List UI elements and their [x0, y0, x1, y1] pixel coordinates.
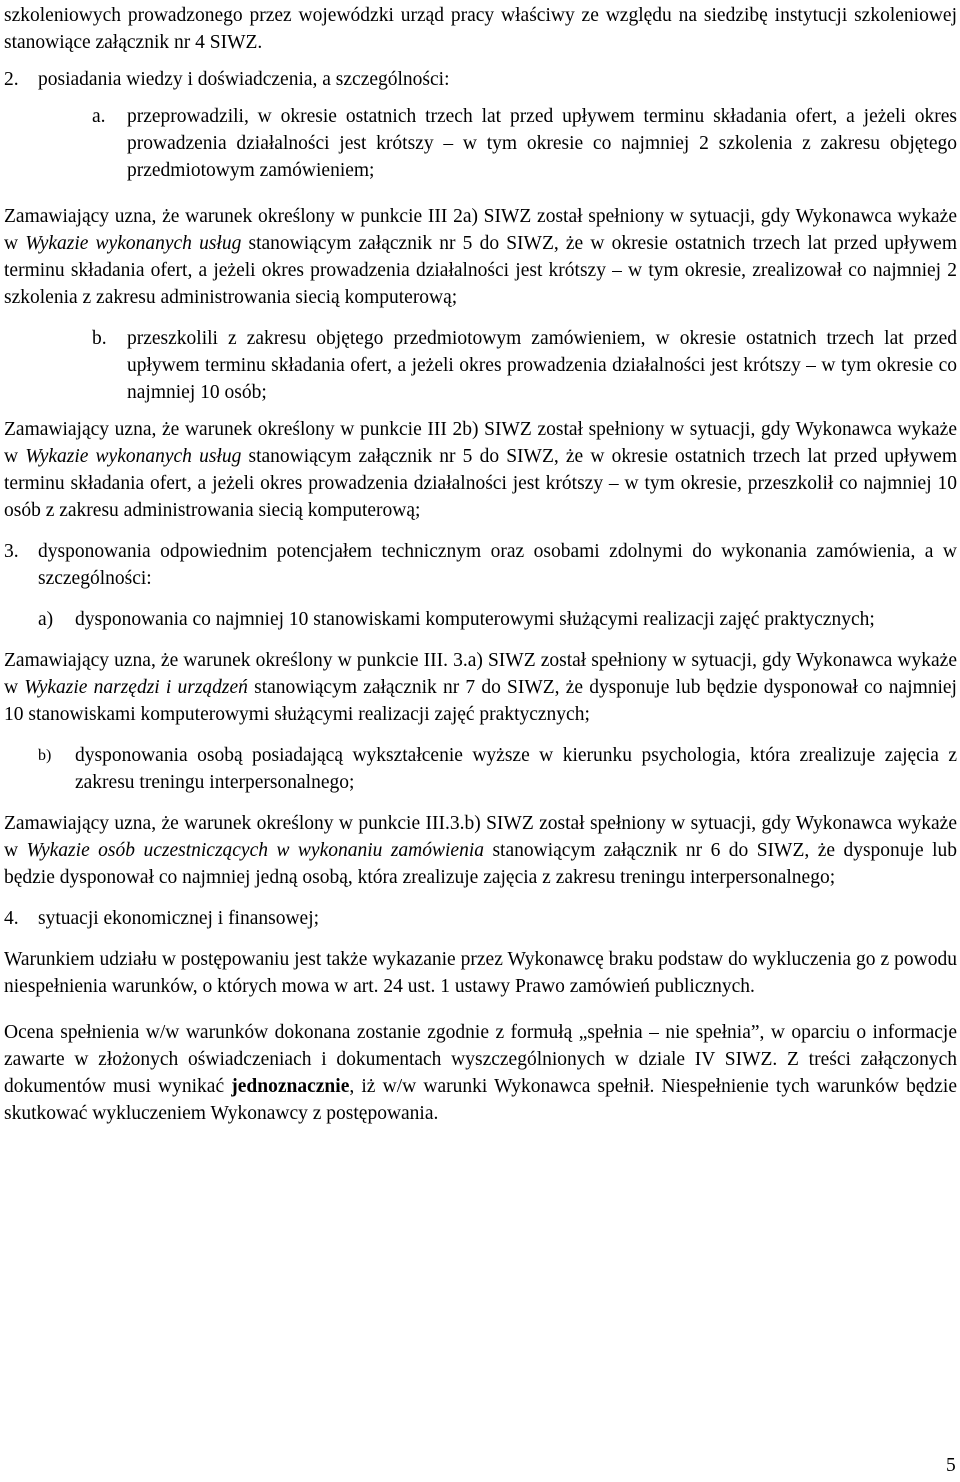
list-item-text: przeprowadzili, w okresie ostatnich trzech lat przed upływem terminu składania ofert, a jeżeli okres prowadzenia działalności jest krótszy – w tym okresie co najmniej 2 szkolenia z zakresu objętego przedmiotowym zamówieniem; — [127, 106, 957, 181]
list-item-text: dysponowania osobą posiadającą wykształcenie wyższe w kierunku psychologia, która zrealizuje zajęcia z zakresu treningu interpersonalnego; — [75, 745, 957, 793]
assessment-paragraph — [4, 1019, 957, 1127]
list-marker: 4. — [4, 908, 19, 929]
exclusion-paragraph: Warunkiem udziału w postępowaniu jest także wykazanie przez Wykonawcę braku podstaw do wykluczenia go z powodu niespełnienia warunków, o których mowa w art. 24 ust. 1 ustawy Prawo zamówień publicznych. — [4, 949, 957, 997]
document-page — [4, 2, 957, 1127]
list-item-2 — [4, 66, 957, 93]
list-item-2a — [4, 103, 957, 184]
list-item-text: dysponowania co najmniej 10 stanowiskami komputerowymi służącymi realizacji zajęć praktycznych; — [75, 609, 875, 630]
page-number: 5 — [946, 1455, 956, 1476]
text-run: Zamawiający uzna, że warunek określony w punkcie III 2a) SIWZ został spełniony w sytuacji, gdy Wykonawca wykaże w — [4, 206, 957, 254]
list-item-text: posiadania wiedzy i doświadczenia, a szczególności: — [38, 69, 450, 90]
condition-paragraph-3b — [4, 810, 957, 891]
list-item-3 — [4, 538, 957, 592]
list-marker: b) — [38, 747, 52, 764]
emphasized-word: jednoznacznie — [231, 1076, 350, 1097]
list-marker: a. — [92, 106, 106, 127]
list-marker: 2. — [4, 69, 19, 90]
document-title-reference: Wykazie wykonanych usług — [25, 233, 242, 254]
condition-paragraph-2a — [4, 203, 957, 311]
condition-paragraph-2b — [4, 416, 957, 524]
list-item-text: przeszkolili z zakresu objętego przedmiotowym zamówieniem, w okresie ostatnich trzech lat przed upływem terminu składania ofert, a jeżeli okres prowadzenia działalności jest krótszy – w tym okresie co najmniej 10 osób; — [127, 328, 957, 403]
text-run: stanowiącym załącznik nr 6 do SIWZ, że dysponuje lub będzie dysponował co najmniej jedną osobą, która zrealizuje zajęcia z zakresu treningu interpersonalnego; — [4, 840, 957, 888]
continuation-paragraph: szkoleniowych prowadzonego przez wojewódzki urząd pracy właściwy ze względu na siedzibę instytucji szkoleniowej stanowiące załącznik nr 4 SIWZ. — [4, 5, 957, 53]
text-run: Ocena spełnienia w/w warunków dokonana zostanie zgodnie z formułą „spełnia – nie spełnia”, w oparciu o informacje zawarte w złożonych oświadczeniach i dokumentach wyszczególnionych w dziale IV SIWZ. Z treści załączonych dokumentów musi wynikać — [4, 1022, 957, 1097]
list-marker: b. — [92, 328, 107, 349]
list-item-text: sytuacji ekonomicznej i finansowej; — [38, 908, 320, 929]
list-marker: 3. — [4, 541, 19, 562]
document-title-reference: Wykazie narzędzi i urządzeń — [24, 677, 248, 698]
text-run: Zamawiający uzna, że warunek określony w punkcie III. 3.a) SIWZ został spełniony w sytuacji, gdy Wykonawca wykaże w — [4, 650, 957, 698]
list-item-3a — [4, 606, 957, 633]
condition-paragraph-3a — [4, 647, 957, 728]
text-run: stanowiącym załącznik nr 5 do SIWZ, że w okresie ostatnich trzech lat przed upływem terminu składania ofert, a jeżeli okres prowadzenia działalności jest krótszy – w tym okresie, zrealizował co najmniej 2 szkolenia z zakresu administrowania siecią komputerową; — [4, 233, 957, 308]
list-item-3b — [4, 742, 957, 796]
list-item-2b — [4, 325, 957, 406]
list-item-text: dysponowania odpowiednim potencjałem technicznym oraz osobami zdolnymi do wykonania zamówienia, a w szczególności: — [38, 541, 957, 589]
text-run: Zamawiający uzna, że warunek określony w punkcie III.3.b) SIWZ został spełniony w sytuacji, gdy Wykonawca wykaże w — [4, 813, 957, 861]
document-title-reference: Wykazie osób uczestniczących w wykonaniu zamówienia — [26, 840, 485, 861]
document-title-reference: Wykazie wykonanych usług — [25, 446, 242, 467]
list-marker: a) — [38, 609, 54, 630]
text-run: stanowiącym załącznik nr 7 do SIWZ, że dysponuje lub będzie dysponował co najmniej 10 stanowiskami komputerowymi służącymi realizacji zajęć praktycznych; — [4, 677, 957, 725]
list-item-4 — [4, 905, 957, 932]
text-run: , iż w/w warunki Wykonawca spełnił. Niespełnienie tych warunków będzie skutkować wykluczeniem Wykonawcy z postępowania. — [4, 1076, 957, 1124]
text-run: Zamawiający uzna, że warunek określony w punkcie III 2b) SIWZ został spełniony w sytuacji, gdy Wykonawca wykaże w — [4, 419, 957, 467]
text-run: stanowiącym załącznik nr 5 do SIWZ, że w okresie ostatnich trzech lat przed upływem terminu składania ofert, a jeżeli okres prowadzenia działalności jest krótszy – w tym okresie, przeszkolił co najmniej 10 osób z zakresu administrowania siecią komputerową; — [4, 446, 957, 521]
